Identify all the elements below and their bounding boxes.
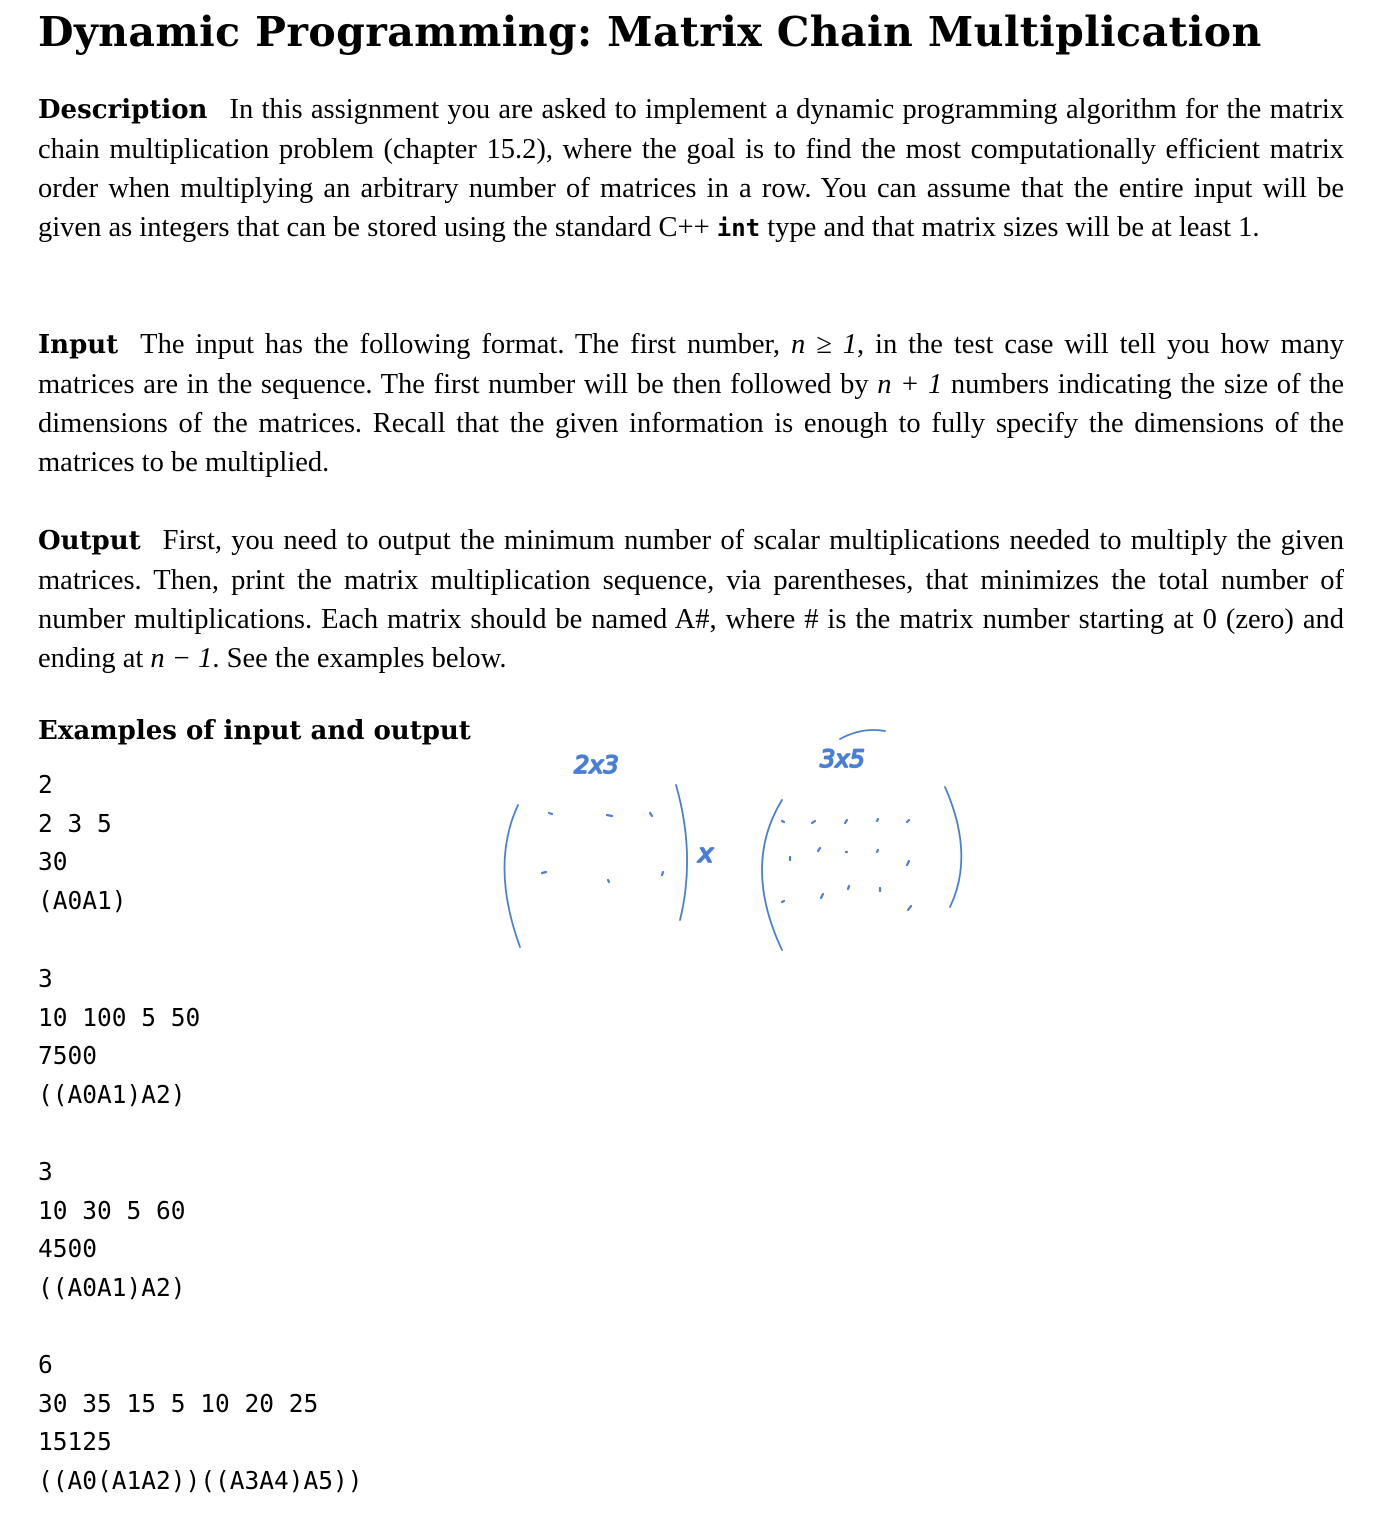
input-heading: Input (38, 330, 119, 360)
output-heading: Output (38, 526, 141, 556)
description-paragraph (38, 90, 1344, 248)
example-block (38, 1153, 186, 1307)
example-order: (A0A1) (38, 885, 127, 915)
times-sign: x (698, 839, 714, 869)
example-cost: 7500 (38, 1041, 98, 1071)
example-dims: 10 30 5 60 (38, 1195, 186, 1225)
math-n-plus-1: n + 1 (877, 369, 943, 400)
example-cost: 4500 (38, 1234, 98, 1264)
example-block (38, 960, 200, 1114)
input-text-3: numbers indicating the size of the dimensions of the matrices. Recall that the given information is enough to fully specify the dimensions of the matrices to be multiplied. (38, 369, 1345, 478)
label-3x5: 3x5 (820, 745, 865, 773)
int-code: int (716, 214, 761, 242)
matrix-entry-marks (542, 813, 911, 910)
example-block (38, 766, 127, 920)
example-order: ((A0A1)A2) (38, 1079, 186, 1109)
label-2x3: 2x3 (574, 751, 619, 779)
output-text-1: First, you need to output the minimum number of scalar multiplications needed to multiply the given matrices. Then, print the matrix multiplication sequence, via parentheses, that minimizes the total number of number multiplications. Each matrix should be named A#, where # is the matrix number starting at 0 (zero) and ending at (38, 525, 1344, 674)
input-text-2: , in the test case will tell you how many matrices are in the sequence. The first number will be then followed by (38, 329, 1344, 400)
example-order: ((A0A1)A2) (38, 1272, 186, 1302)
example-cost: 30 (38, 847, 68, 877)
example-cost: 15125 (38, 1427, 112, 1457)
output-text-2: . See the examples below. (212, 643, 507, 674)
right-matrix-close-paren (945, 787, 961, 907)
example-n: 6 (38, 1350, 53, 1379)
example-dims: 2 3 5 (38, 808, 112, 838)
example-n: 3 (38, 1157, 53, 1186)
example-n: 2 (38, 770, 53, 799)
left-matrix-close-paren (676, 785, 687, 920)
page-title: Dynamic Programming: Matrix Chain Multiplication (38, 8, 1262, 56)
right-matrix-open-paren (762, 800, 782, 950)
examples-heading: Examples of input and output (38, 716, 471, 746)
handwritten-matrix-sketch (490, 715, 990, 965)
left-matrix-open-paren (504, 805, 520, 947)
example-block (38, 1346, 363, 1500)
example-dims: 30 35 15 5 10 20 25 (38, 1388, 319, 1418)
description-text-1: In this assignment you are asked to implement a dynamic programming algorithm for the matrix chain multiplication problem (chapter 15.2), where the goal is to find the most computationally efficient matrix order when multiplying an arbitrary number of matrices in a row. You can assume that the entire input will be given as integers that can be stored using the standard C++ (38, 94, 1344, 243)
example-order: ((A0(A1A2))((A3A4)A5)) (38, 1465, 363, 1495)
input-paragraph (38, 325, 1344, 482)
example-n: 3 (38, 964, 53, 993)
description-text-2: type and that matrix sizes will be at least 1. (760, 212, 1260, 243)
description-heading: Description (38, 95, 208, 125)
math-n-minus-1: n − 1 (150, 643, 213, 674)
label-underline-stroke (840, 730, 885, 739)
math-n-geq-1: n ≥ 1 (790, 329, 857, 360)
example-dims: 10 100 5 50 (38, 1002, 201, 1032)
input-text-1: The input has the following format. The first number, (140, 329, 791, 360)
output-paragraph (38, 521, 1344, 678)
